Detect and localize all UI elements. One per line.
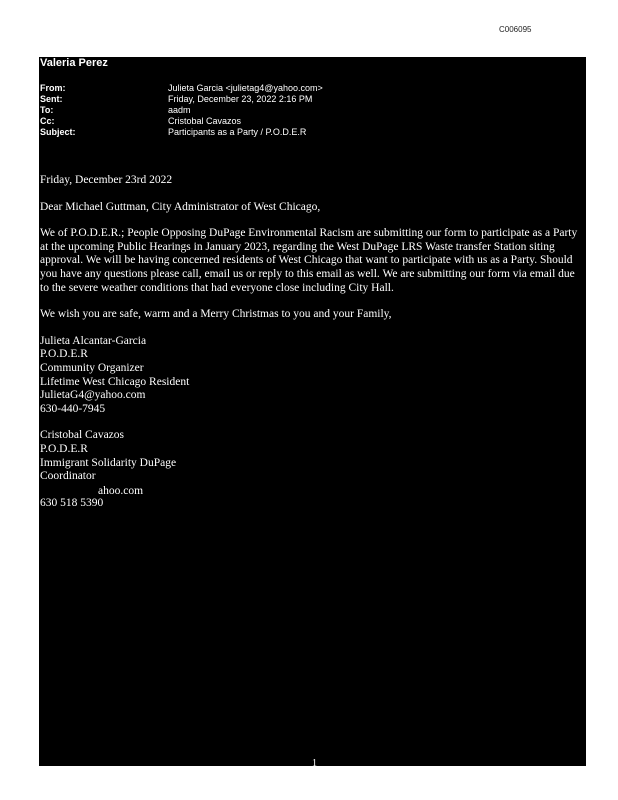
sig2-email: ahoo.com (98, 484, 144, 497)
sig1-phone: 630-440-7945 (40, 402, 106, 415)
email-header (40, 83, 323, 138)
salutation: Dear Michael Guttman, City Administrator of West Chicago, (40, 200, 321, 213)
body-paragraph: We of P.O.D.E.R.; People Opposing DuPage Environmental Racism are submitting our form to participate as a Party at the upcoming Public Hearings in January 2023, regarding the West DuPage LRS Waste transfer Station siting approval. We will be having concerned residents of West Chicago that want to participate with us as a Party. Should you have any questions please call, email us or reply to this email as well. We are submitting our form via email due to the severe weather conditions that had everyone close including City Hall. (40, 227, 578, 294)
sent-label: Sent: (40, 94, 63, 104)
to-value: aadm (168, 105, 191, 115)
sig2-org: P.O.D.E.R (40, 442, 88, 455)
header-cc-row (40, 116, 323, 127)
sig1-name: Julieta Alcantar-Garcia (40, 334, 147, 347)
sender-name: Valeria Perez (40, 57, 108, 69)
sig1-title: Community Organizer (40, 361, 144, 374)
email-body (40, 174, 586, 524)
sig1-email: JulietaG4@yahoo.com (40, 389, 146, 402)
page-number: 1 (312, 758, 317, 769)
sig2-name: Cristobal Cavazos (40, 429, 124, 442)
email-page (39, 57, 586, 769)
closing-line: We wish you are safe, warm and a Merry Christmas to you and your Family, (40, 308, 392, 321)
header-from-row (40, 83, 323, 94)
sig2-phone: 630 518 5390 (40, 497, 104, 510)
from-label: From: (40, 83, 66, 93)
header-subject-row (40, 127, 323, 138)
bates-number: C006095 (499, 25, 532, 34)
header-sent-row (40, 94, 323, 105)
to-label: To: (40, 105, 54, 115)
sig2-title: Coordinator (40, 470, 96, 483)
subject-value: Participants as a Party / P.O.D.E.R (168, 127, 307, 137)
header-to-row (40, 105, 323, 116)
subject-label: Subject: (40, 127, 76, 137)
sig1-note: Lifetime West Chicago Resident (40, 375, 190, 388)
cc-value: Cristobal Cavazos (168, 116, 242, 126)
from-value: Julieta Garcia <julietag4@yahoo.com> (168, 83, 323, 93)
cc-label: Cc: (40, 116, 55, 126)
signature-block-1 (40, 335, 586, 417)
date-line: Friday, December 23rd 2022 (40, 174, 173, 186)
sig1-org: P.O.D.E.R (40, 348, 88, 361)
redaction-box (40, 484, 98, 495)
sig2-affiliation: Immigrant Solidarity DuPage (40, 456, 177, 469)
signature-block-2 (40, 429, 586, 511)
sig2-email-row (40, 484, 586, 498)
sent-value: Friday, December 23, 2022 2:16 PM (168, 94, 313, 104)
